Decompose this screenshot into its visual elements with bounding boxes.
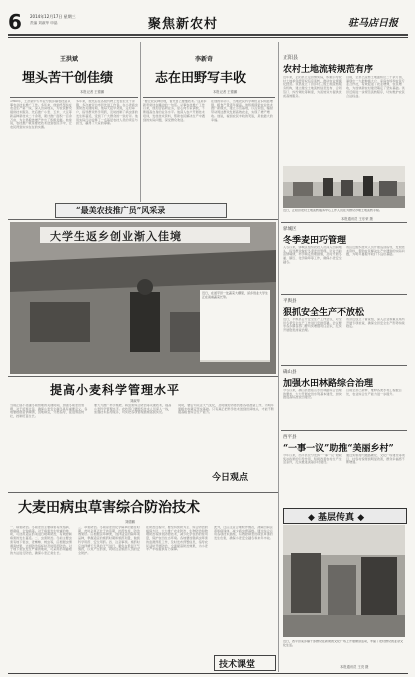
bottom-top-rule bbox=[8, 492, 278, 493]
news3-headline: 加强水田林路综合治理 bbox=[283, 379, 374, 389]
feature-banner-text: “最美农技推广员”风采录 bbox=[76, 205, 166, 215]
profile-mid-byline: 本报记者 王德鹏 bbox=[213, 90, 238, 94]
right-top-county: 正阳县 bbox=[283, 55, 299, 61]
profile-left-body-2: 多年来，他先后在各级刊物上发表论文十余篇，多次被评为市县先进工作者。在小麦病虫害防治关键时期，他每天起早贪黑，走村串户，指导群众科学用药，及时控制了病虫害的发生和蔓延，受到了广大群众的一致好评。他用实际行动诠释了一名基层农技人员的责任与担当，赢得了大家的尊重。 bbox=[76, 100, 138, 126]
photo-feature-headline-wrap bbox=[40, 227, 250, 243]
bottom-body-4: 此外，还应注意合理轮作倒茬，清除田间杂草和病残体，减少病虫源基数。通过综合运用各项技术措施，有效控制麦田病虫草害的发生危害，确保小麦安全越冬和来年丰收。 bbox=[214, 526, 273, 541]
news1-headline: 冬季麦田巧管理 bbox=[283, 236, 347, 246]
right-top-photo-caption: 近日，正阳县农村土地流转服务中心工作人员在为群众办理土地流转手续。 bbox=[283, 209, 383, 212]
bottom-body-1: 一、病害防治。冬前麦田主要病害有纹枯病、根腐病、全蚀病等。对于病害发生较重的地块，可选用适宜药剂进行喷雾防治，有效控制病害的发生蔓延。二、虫害防治。冬前主要虫害有地下害虫、麦蜘蛛、蚜虫等，应根据虫情调查结果，达到防治指标时及时用药防治。对于地下害虫发生严重的地块，可采用药剂灌根的方法进行防治，确保小麦正常生长。 bbox=[10, 526, 72, 555]
header-rule-thin bbox=[8, 37, 408, 38]
commentary-body-1: 当前正值小麦越冬前管理的关键时期，加强冬前麦田管理，对于培育壮苗、确保小麦安全越冬具有重要意义。各地要根据苗情墒情，因地制宜，分类指导，促进弱苗转壮，控制旺苗生长。 bbox=[10, 404, 88, 419]
commentary-column-label: 今日观点 bbox=[212, 473, 249, 483]
photo-feature-headline: 大学生返乡创业渐入佳境 bbox=[50, 230, 182, 243]
news1-county: 驿城区 bbox=[283, 227, 297, 232]
grassroots-box-label: ◆ 基层传真 ◆ bbox=[308, 513, 365, 523]
right-top-body-2: 目前，全县已流转土地面积达二十余万亩，涌现出一大批种植大户、家庭农场和农民专业合作社，有效促进了农业增效、农民增收，为加快新农村建设奠定了坚实基础。该县还将进一步规范流转程序，切实维护农民合法权益。 bbox=[346, 76, 405, 98]
commentary-body-2: 要大力推广科学施肥、病虫害综合防治等关键技术，提高小麦科学管理水平。农技部门要组织技术人员深入一线，加强技术指导服务，切实把各项管理措施落到实处。 bbox=[94, 404, 172, 415]
right-mid-rule-2 bbox=[281, 294, 407, 295]
commentary-headline: 提高小麦科学管理水平 bbox=[50, 383, 181, 397]
right-top-photo-byline: 本报通讯员 王东荣 摄 bbox=[341, 217, 373, 221]
profile-mid-name: 李新奇 bbox=[195, 56, 214, 63]
profile-left bbox=[10, 42, 138, 217]
right-mid-rule-4 bbox=[281, 430, 407, 431]
right-mid-rule-3 bbox=[281, 365, 407, 366]
right-top-headline: 农村土地流转规范有序 bbox=[283, 65, 374, 75]
bottom-body-2: 三、草害防治。冬前是麦田化学除草的最佳时期，此时杂草正处于幼苗期，抗药性差，防治效果好。应根据杂草种类，选择适宜的除草剂品种，掌握适宜的施药时期和施药剂量，做到科学用药、安全用药。四、注意事项。施药时应选择晴天无风的天气进行，避免在低温天气施药，以免产生药害，同时注意施药人员的安全防护。 bbox=[78, 526, 140, 555]
masthead: 驻马店日报 bbox=[348, 18, 398, 29]
page-bottom-rule bbox=[8, 673, 408, 674]
news2-body: 近日，平舆县召开安全生产工作会议，对全县冬季安全生产工作进行安排部署。会议要求各乡镇各部门要切实增强责任意识，扎实开展隐患排查治理。 bbox=[283, 318, 342, 333]
bottom-column-label-box bbox=[214, 655, 276, 671]
bottom-body-3: 在防治过程中，要坚持预防为主、综合防治的植保方针，大力推广农业防治、生物防治和物理防治等绿色防控技术，减少化学农药的使用量，保护农田生态环境。各地要加强病虫草害的监测预报工作，及时发布预警信息，指导农民适时开展防治，全面提高防治效果，为小麦丰产丰收提供有力保障。 bbox=[146, 526, 208, 552]
photo-feature-top-rule bbox=[8, 219, 278, 220]
profile-mid bbox=[143, 42, 275, 217]
right-mid-rule-1 bbox=[281, 222, 407, 223]
grassroots-box bbox=[283, 508, 407, 524]
profile-mid-body-2: 在他的带动下，当地农民科学种田意识明显增强，粮食产量逐年提高。他积极探索农业技术推广新模式，建立示范基地，以点带面，辐射带动周边群众发展高效农业，实现了增产增收。他说，看到农民丰收的笑脸，是他最大的幸福。 bbox=[211, 100, 273, 122]
news3-body: 今冬以来，确山县按照山水田林路综合治理的要求，大力开展农田水利基本建设，加快推进高标准农田建设。 bbox=[283, 389, 342, 400]
profile-mid-headline: 志在田野写丰收 bbox=[155, 71, 247, 86]
right-col-divider bbox=[278, 42, 279, 672]
photo-feature-caption: 近日，在遂平县一处蔬菜大棚里，返乡创业大学生正在查看蔬菜长势。 bbox=[200, 290, 270, 360]
news3-county: 确山县 bbox=[283, 370, 297, 375]
commentary-byline: 刘淑华 bbox=[130, 399, 140, 403]
profile-left-headline: 埋头苦干创佳绩 bbox=[22, 71, 114, 86]
edition-line: 责编 刘淑华 申晶 bbox=[30, 21, 58, 25]
news1-body-2: 该区还组织技术人员开展巡回指导，发放技术资料，帮助农民解决生产中遇到的实际问题，为明年夏粮丰收打下良好基础。 bbox=[346, 246, 405, 257]
feature-banner bbox=[55, 203, 227, 218]
profile-left-body: 1980年，王洪斌中专毕业分到乡镇农技站从事农业技术推广工作。多年来，他始终坚持在农业生产第一线，深入田间地头，为农民群众提供技术服务，先后推广小麦、玉米、大豆等新品种新技术二十余项，累计推广面积一百余万亩，为全县粮食增产作出了积极贡献。他常说，农技推广就是要把技术送到农民手中，让农民得到实实在在的实惠。 bbox=[10, 100, 72, 129]
news4-headline: “一事一议”助推“美丽乡村” bbox=[283, 444, 394, 454]
right-top-body: 近年来，正阳县立足县情实际，积极引导农村土地承包经营权有序流转，推动农业规模化经营。该县成立了县乡村三级土地流转服务机构，建立健全土地流转信息发布、合同签订、纠纷调处等制度，为流转双方提供优质高效服务。 bbox=[283, 76, 342, 98]
right-mid-news bbox=[281, 222, 407, 507]
top-col-divider bbox=[140, 42, 141, 202]
news4-body-2: 通过实施村内道路硬化、文化广场建设等项目，村容村貌得到明显改善，群众幸福感不断增强。 bbox=[346, 454, 405, 465]
news4-county: 西平县 bbox=[283, 435, 297, 440]
bottom-column-label: 技术课堂 bbox=[219, 660, 256, 670]
news2-county: 平舆县 bbox=[283, 299, 297, 304]
bottom-byline: 刘德鹏 bbox=[125, 520, 135, 524]
news4-body: 今年以来，西平县充分发挥“一事一议”财政奖补政策的引导作用，积极改善农村生产生活条件，扎实推进美丽乡村建设。 bbox=[283, 454, 342, 465]
profile-left-divider bbox=[10, 97, 138, 98]
right-top-article bbox=[281, 42, 407, 220]
right-top-photo bbox=[283, 166, 405, 208]
profile-mid-divider bbox=[143, 97, 275, 98]
header-rule bbox=[8, 34, 408, 36]
date-line: 2014年12月17日 星期三 bbox=[30, 14, 76, 19]
commentary-body-3: 同时，要密切关注天气变化，及时做好防冻抗寒各项准备工作，为明年夏粮丰收奠定坚实基础。只有真正把科学技术送到田间地头，才能不断提高粮食综合生产能力。 bbox=[178, 404, 274, 415]
commentary-top-rule bbox=[8, 376, 278, 377]
page-number: 6 bbox=[8, 10, 22, 34]
profile-left-byline: 本报记者 王德鹏 bbox=[80, 90, 105, 94]
news1-body: 入冬以来，驿城区组织农技人员深入田间地头，指导群众做好冬季麦田管理。针对当前苗情墒情，科学制定管理措施，及时开展冬灌、镇压、化学除草等工作，确保小麦安全越冬。 bbox=[283, 246, 342, 264]
grassroots-photo-byline: 本报通讯员 王亮 摄 bbox=[340, 665, 369, 669]
news2-headline: 狠抓安全生产不放松 bbox=[283, 308, 365, 318]
bottom-headline: 大麦田病虫草害综合防治技术 bbox=[18, 500, 200, 516]
profile-left-name: 王洪斌 bbox=[60, 56, 79, 63]
profile-mid-body: “要让农民种好地，首先自己要懂技术。”这是李新奇常挂在嘴边的一句话。从事农技推广工作以来，他刻苦钻研业务，虚心向专家请教，不断提高自身的业务水平。他深入农户开展技术培训，发放技术资料，帮助农民解决生产中遇到的实际问题，深受群众欢迎。 bbox=[143, 100, 207, 122]
section-title: 聚焦新农村 bbox=[148, 17, 219, 32]
news3-body-2: 目前全县已新修、维修各类水利工程数百处，农业综合生产能力进一步提升。 bbox=[346, 389, 402, 396]
grassroots-photo-caption: 近日，西平县某乡镇干部群众在新建的文化广场上开展健身活动，丰富了农村群众的业余文化生活。 bbox=[283, 640, 404, 647]
news2-body-2: 该县还成立了督查组，深入企业和重点场所开展专项检查，确保全县安全生产形势持续稳定。 bbox=[346, 318, 405, 329]
grassroots-photo bbox=[283, 525, 405, 637]
